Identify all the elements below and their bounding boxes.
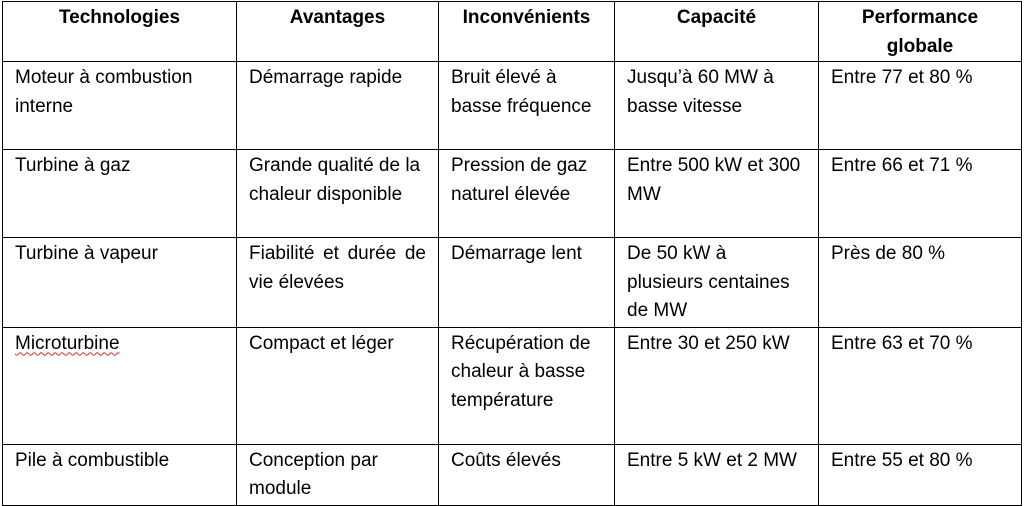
cell-disadvantage: Bruit élevé à basse fréquence [439,62,615,150]
header-performance-globale: Performance globale [819,2,1022,62]
cell-technology [3,327,237,444]
cell-performance: Entre 77 et 80 % [819,62,1022,150]
table-row [3,62,1022,150]
cell-capacity: Entre 5 kW et 2 MW [615,444,819,505]
cell-technology: Turbine à vapeur [3,238,237,328]
cell-disadvantage: Démarrage lent [439,238,615,328]
header-capacite: Capacité [615,2,819,62]
cell-capacity: Entre 30 et 250 kW [615,327,819,444]
table-header-row [3,2,1022,62]
header-avantages: Avantages [237,2,439,62]
cell-disadvantage: Coûts élevés [439,444,615,505]
cell-capacity: De 50 kW à plusieurs centaines de MW [615,238,819,328]
table-row [3,327,1022,444]
cell-performance: Près de 80 % [819,238,1022,328]
cell-performance: Entre 55 et 80 % [819,444,1022,505]
cell-technology: Turbine à gaz [3,150,237,238]
cell-advantage: Grande qualité de la chaleur disponible [237,150,439,238]
table-row [3,238,1022,328]
cell-capacity: Jusqu’à 60 MW à basse vitesse [615,62,819,150]
cell-advantage: Compact et léger [237,327,439,444]
cell-technology-text: Microturbine [15,332,120,354]
cell-performance: Entre 66 et 71 % [819,150,1022,238]
header-inconvenients: Inconvénients [439,2,615,62]
cell-capacity: Entre 500 kW et 300 MW [615,150,819,238]
cell-advantage: Conception par module [237,444,439,505]
header-technologies: Technologies [3,2,237,62]
cell-advantage: Fiabilité et durée de vie élevées [237,238,439,328]
table-row [3,150,1022,238]
cell-advantage: Démarrage rapide [237,62,439,150]
cell-performance: Entre 63 et 70 % [819,327,1022,444]
table-row [3,444,1022,505]
cell-disadvantage: Pression de gaz naturel élevée [439,150,615,238]
technologies-table [2,1,1022,506]
cell-technology: Moteur à combustion interne [3,62,237,150]
cell-disadvantage: Récupération de chaleur à basse température [439,327,615,444]
cell-technology: Pile à combustible [3,444,237,505]
